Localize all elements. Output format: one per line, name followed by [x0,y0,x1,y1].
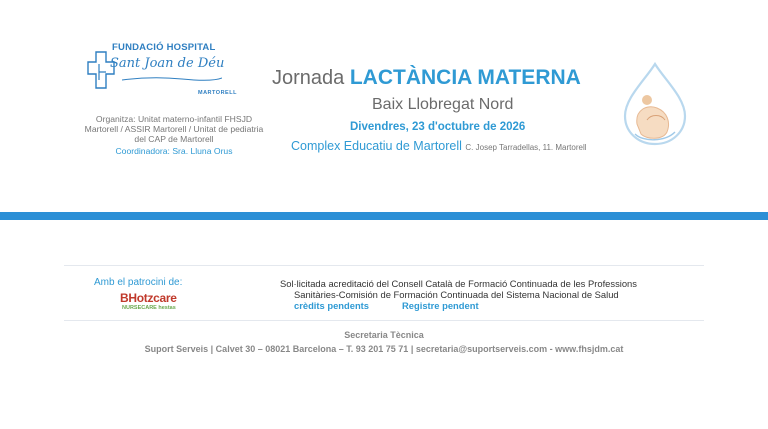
mother-baby-drop-icon [617,62,693,146]
accreditation-line-2: Sanitàries-Comisión de Formación Continuada del Sistema Nacional de Salud [294,289,619,300]
organizer-text: Organitza: Unitat materno-infantil FHSJD Martorell / ASSIR Martorell / Unitat de pediatria del CAP de Martorell [84,114,264,144]
register-text: Registre pendent [402,300,479,311]
coordinator-text: Coordinadora: Sra. Lluna Orus [115,146,233,156]
venue-name: Complex Educatiu de Martorell [291,139,462,153]
credits-text: crèdits pendents [294,300,370,311]
accreditation-line-1: Sol·licitada acreditació del Consell Català de Formació Continuada de les Professions [280,278,637,289]
sponsor-brand-sub: NURSECARE hestas [122,305,176,311]
sponsor-logo [120,291,190,315]
event-subtitle: Baix Llobregat Nord [372,96,514,113]
event-title-highlight: LACTÀNCIA MATERNA [349,66,581,89]
event-title [272,66,581,90]
logo-location: MARTORELL [198,90,237,96]
logo-script: Sant Joan de Déu [110,56,225,71]
secretariat-title: Secretaria Tècnica [344,330,424,340]
hospital-logo [86,42,246,102]
event-prefix: Jornada [272,67,345,89]
sponsor-brand: BHotzcare [120,291,177,305]
event-venue [291,139,587,153]
divider [64,265,704,266]
sponsor-label: Amb el patrocini de: [94,277,183,288]
secretariat-contact: Suport Serveis | Calvet 30 – 08021 Barcelona – T. 93 201 75 71 | secretaria@suportserveis.com - www.fhsjdm.cat [144,344,624,354]
venue-address: C. Josep Tarradellas, 11. Martorell [465,143,587,152]
divider [64,320,704,321]
header-divider-bar [0,212,768,220]
logo-underline-icon [122,75,222,83]
logo-name: FUNDACIÓ HOSPITAL [112,42,216,53]
event-date: Divendres, 23 d'octubre de 2026 [350,121,526,133]
